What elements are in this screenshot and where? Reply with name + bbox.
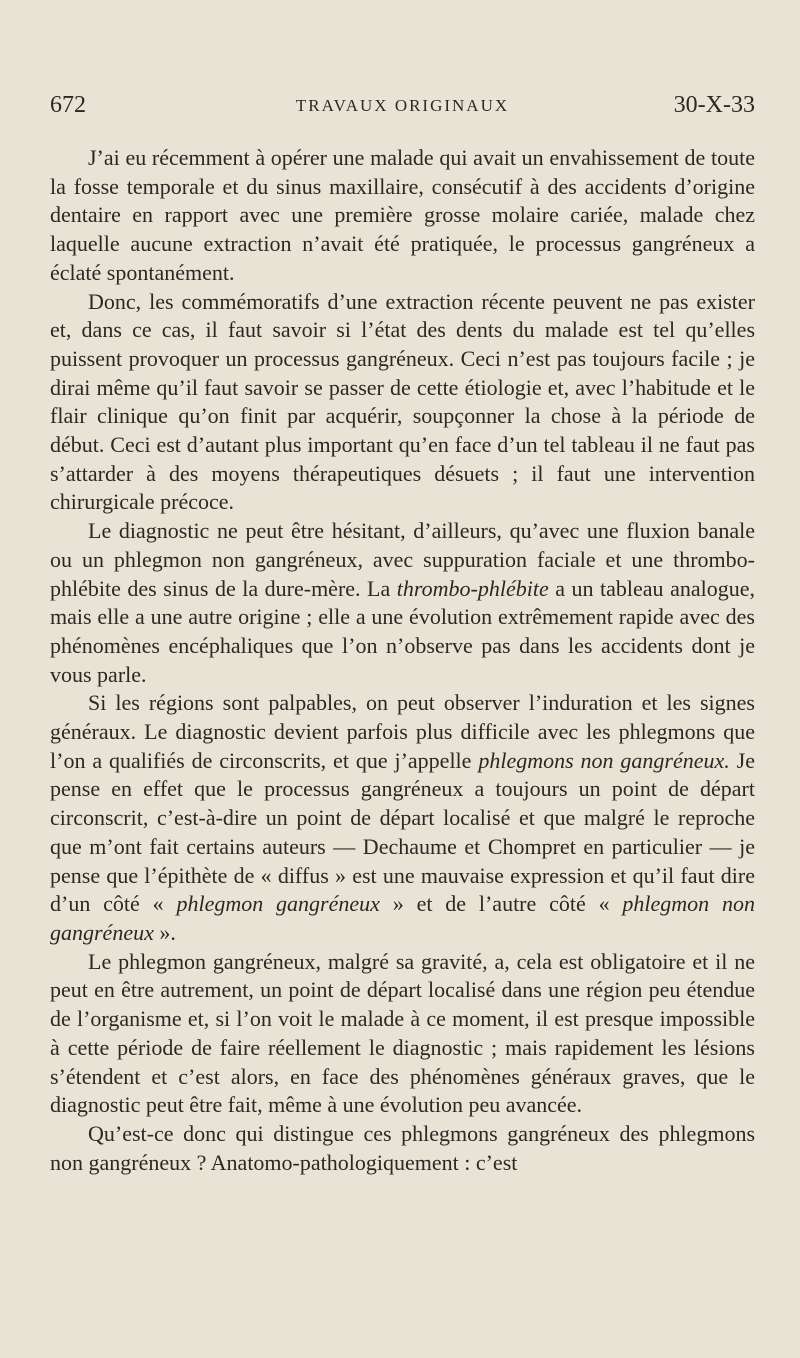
issue-date: 30-X-33 bbox=[673, 92, 755, 118]
page-header bbox=[50, 92, 755, 124]
text-run: Je pense en effet que le processus gangréneux a toujours un point de départ circonscrit, c’est-à-dire un point de départ localisé et que malgré le reproche que m’ont fait certains auteurs — Dechaume et Chompret en particulier — je pense que l’épithète de « diffus » est une mauvaise expression et qu’il faut dire d’un côté « bbox=[50, 747, 756, 917]
text-run: ». bbox=[153, 919, 176, 945]
article-body bbox=[50, 144, 755, 1177]
italic-term: phlegmons non gangréneux. bbox=[478, 747, 730, 773]
italic-term: thrombo-phlébite bbox=[396, 575, 549, 601]
italic-term: phlegmon gangréneux bbox=[176, 891, 380, 917]
paragraph-3 bbox=[50, 517, 755, 689]
paragraph-1: J’ai eu récemment à opérer une malade qui avait un envahissement de toute la fosse temporale et du sinus maxillaire, consécutif à des accidents d’origine dentaire en rapport avec une première grosse molaire cariée, malade chez laquelle aucune extraction n’avait été pratiquée, le processus gangréneux a éclaté spontanément. bbox=[50, 145, 755, 285]
paragraph-4 bbox=[50, 689, 755, 947]
italic-term: phlegmon non gangréneux bbox=[50, 891, 755, 945]
text-run: » et de l’autre côté « bbox=[379, 891, 623, 917]
paragraph-2: Donc, les commémoratifs d’une extraction récente peuvent ne pas exister et, dans ce cas, il faut savoir si l’état des dents du malade est tel qu’elles puissent provoquer un processus gangréneux. Ceci n’est pas toujours facile ; je dirai même qu’il faut savoir se passer de cette étiologie et, avec l’habitude et le flair clinique qu’on finit par acquérir, soupçonner la chose à la période de début. Ceci est d’autant plus important qu’en face d’un tel tableau il ne faut pas s’attarder à des moyens thérapeutiques désuets ; il faut une intervention chirurgicale précoce. bbox=[50, 288, 755, 515]
text-run: a un tableau analogue, mais elle a une autre origine ; elle a une évolution extrêmement rapide avec des phénomènes encéphaliques que l’on n’observe pas dans les accidents dont je vous parle. bbox=[50, 575, 755, 687]
running-title: TRAVAUX ORIGINAUX bbox=[295, 96, 510, 115]
page-number: 672 bbox=[50, 92, 86, 118]
text-run: Le diagnostic ne peut être hésitant, d’ailleurs, qu’avec une fluxion banale ou un phlegmon non gangréneux, avec suppuration faciale et une thrombo-phlébite des sinus de la dure-mère. La bbox=[50, 518, 755, 601]
paragraph-5: Le phlegmon gangréneux, malgré sa gravité, a, cela est obligatoire et il ne peut en être autrement, un point de départ localisé dans une région peu étendue de l’organisme et, si l’on voit le malade à ce moment, il est presque impossible à cette période de faire réellement le diagnostic ; mais rapidement les lésions s’étendent et c’est alors, en face des phénomènes généraux graves, que le diagnostic peut être fait, même à une évolution peu avancée. bbox=[50, 948, 755, 1118]
paragraph-6: Qu’est-ce donc qui distingue ces phlegmons gangréneux des phlegmons non gangréneux ? Anatomo-pathologiquement : c’est bbox=[50, 1120, 755, 1175]
text-run: Si les régions sont palpables, on peut observer l’induration et les signes généraux. Le diagnostic devient parfois plus difficile avec les phlegmons que l’on a qualifiés de circonscrits, et que j’appelle bbox=[50, 690, 755, 773]
